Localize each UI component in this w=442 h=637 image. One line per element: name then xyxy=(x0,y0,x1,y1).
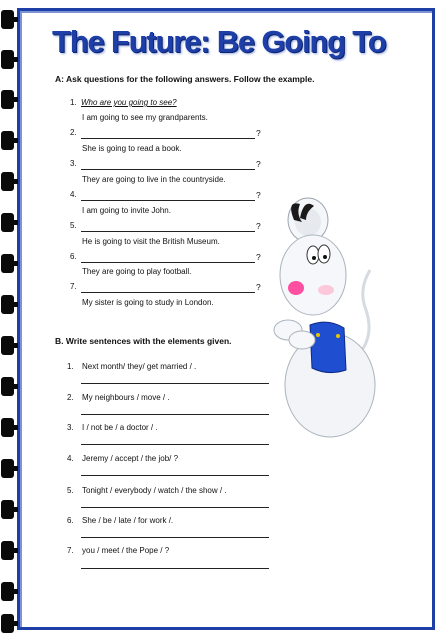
section-a-item-2 xyxy=(70,128,81,137)
sentence-prompt: She / be / late / for work /. xyxy=(82,516,174,525)
answer-text: My sister is going to study in London. xyxy=(82,298,214,307)
binding-ring-icon xyxy=(1,254,14,273)
question-mark: ? xyxy=(256,128,261,138)
item-number: 5. xyxy=(67,486,74,495)
section-b-item-3 xyxy=(67,423,158,432)
binding-ring-icon xyxy=(1,418,14,437)
answer-text: I am going to invite John. xyxy=(82,206,171,215)
question-mark: ? xyxy=(256,252,261,262)
question-mark: ? xyxy=(256,190,261,200)
binding-ring-icon xyxy=(1,500,14,519)
binding-ring-icon xyxy=(1,90,14,109)
sentence-blank-line[interactable] xyxy=(81,507,269,508)
section-b-item-1 xyxy=(67,362,196,371)
sentence-blank-line[interactable] xyxy=(81,475,269,476)
section-b-item-2 xyxy=(67,393,170,402)
question-blank-line[interactable] xyxy=(81,231,255,232)
answer-text: He is going to visit the British Museum. xyxy=(82,237,220,246)
sentence-prompt: I / not be / a doctor / . xyxy=(82,423,158,432)
question-mark: ? xyxy=(256,282,261,292)
sentence-blank-line[interactable] xyxy=(81,568,269,569)
sentence-prompt: My neighbours / move / . xyxy=(82,393,170,402)
sentence-blank-line[interactable] xyxy=(81,383,269,384)
binding-ring-icon xyxy=(1,541,14,560)
page-title: The Future: Be Going To xyxy=(52,24,386,59)
sentence-prompt: Tonight / everybody / watch / the show / . xyxy=(82,486,227,495)
answer-text: I am going to see my grandparents. xyxy=(82,113,208,122)
question-blank-line[interactable] xyxy=(81,262,255,263)
sentence-blank-line[interactable] xyxy=(81,414,269,415)
cartoon-mouse-illustration xyxy=(258,190,378,440)
item-number: 2. xyxy=(70,128,77,137)
section-b-item-5 xyxy=(67,486,227,495)
item-number: 1. xyxy=(67,362,74,371)
section-b-item-7 xyxy=(67,546,169,555)
question-mark: ? xyxy=(256,221,261,231)
question-mark: ? xyxy=(256,159,261,169)
section-a-item-3 xyxy=(70,159,81,168)
section-b-item-6 xyxy=(67,516,173,525)
answer-text: They are going to live in the countryside. xyxy=(82,175,226,184)
binding-ring-icon xyxy=(1,213,14,232)
section-a-item-5 xyxy=(70,221,81,230)
item-number: 7. xyxy=(70,282,77,291)
binding-ring-icon xyxy=(1,172,14,191)
answer-text: They are going to play football. xyxy=(82,267,192,276)
section-a-item-4 xyxy=(70,190,81,199)
section-a-item-7 xyxy=(70,282,81,291)
item-number: 3. xyxy=(67,423,74,432)
binding-ring-icon xyxy=(1,377,14,396)
item-number: 7. xyxy=(67,546,74,555)
binding-ring-icon xyxy=(1,295,14,314)
item-number: 5. xyxy=(70,221,77,230)
binding-ring-icon xyxy=(1,131,14,150)
spiral-binding xyxy=(0,0,20,637)
question-blank-line[interactable] xyxy=(81,200,255,201)
sentence-prompt: you / meet / the Pope / ? xyxy=(82,546,170,555)
item-number: 6. xyxy=(70,252,77,261)
item-number: 2. xyxy=(67,393,74,402)
binding-ring-icon xyxy=(1,582,14,601)
binding-ring-icon xyxy=(1,459,14,478)
example-question: Who are you going to see? xyxy=(81,98,177,107)
sentence-prompt: Jeremy / accept / the job/ ? xyxy=(82,454,179,463)
question-blank-line[interactable] xyxy=(81,292,255,293)
sentence-prompt: Next month/ they/ get married / . xyxy=(82,362,197,371)
binding-ring-icon xyxy=(1,10,14,29)
question-blank-line[interactable] xyxy=(81,169,255,170)
binding-ring-icon xyxy=(1,336,14,355)
answer-text: She is going to read a book. xyxy=(82,144,182,153)
section-b-item-4 xyxy=(67,454,178,463)
section-b-instruction: B. Write sentences with the elements given. xyxy=(55,336,232,346)
section-a-item-1 xyxy=(70,98,177,107)
item-number: 1. xyxy=(70,98,77,107)
section-a-item-6 xyxy=(70,252,81,261)
item-number: 4. xyxy=(70,190,77,199)
section-a-instruction: A: Ask questions for the following answers. Follow the example. xyxy=(55,74,315,84)
question-blank-line[interactable] xyxy=(81,138,255,139)
item-number: 3. xyxy=(70,159,77,168)
sentence-blank-line[interactable] xyxy=(81,444,269,445)
item-number: 6. xyxy=(67,516,74,525)
sentence-blank-line[interactable] xyxy=(81,537,269,538)
binding-ring-icon xyxy=(1,614,14,633)
item-number: 4. xyxy=(67,454,74,463)
binding-ring-icon xyxy=(1,50,14,69)
